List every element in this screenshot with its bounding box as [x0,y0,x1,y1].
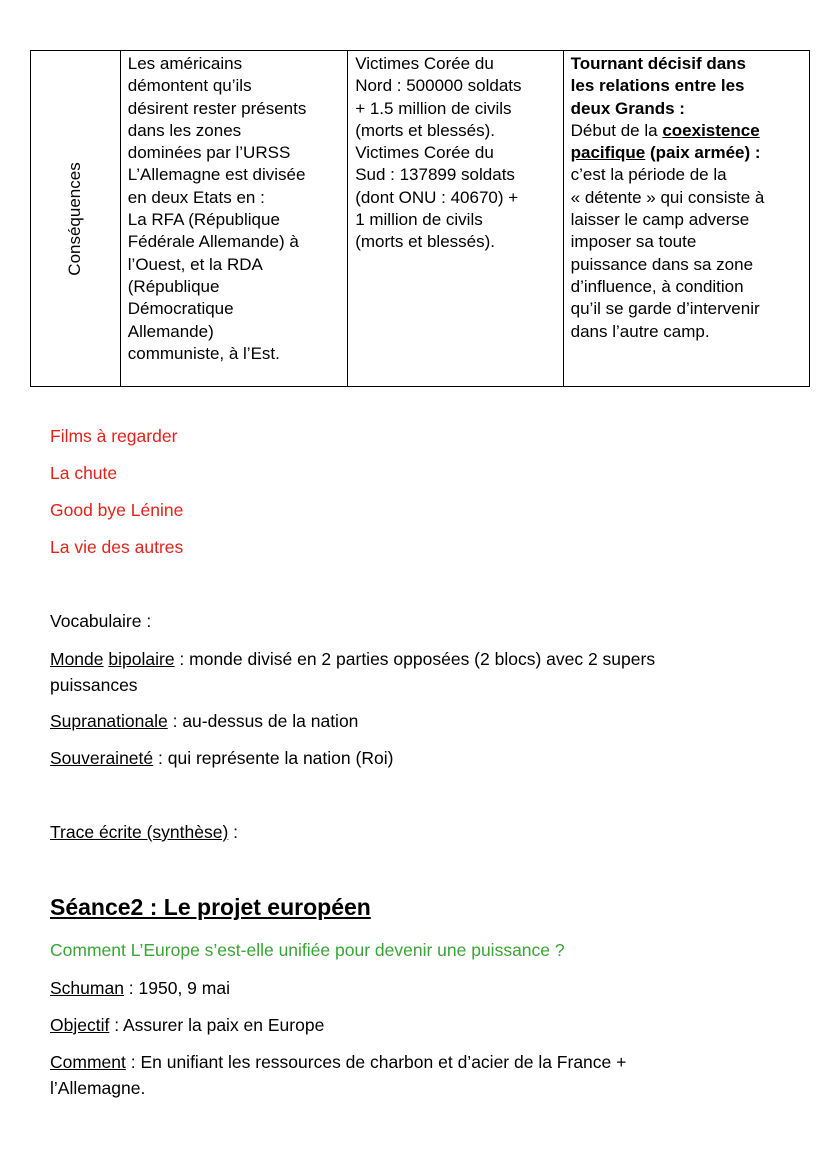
film-item: Good bye Lénine [50,500,184,520]
seance-term: Schuman [50,978,124,998]
cell-text: Début de la [570,120,663,140]
seance-comment-cont: l’Allemagne. [50,1078,146,1098]
cell-line: La RFA (République [127,210,280,230]
cell-line: en deux Etats en : [127,187,265,207]
seance-term: Objectif [50,1015,110,1035]
cell-korea-victims [347,51,562,386]
cell-line: démontent qu’ils [127,76,252,96]
vocab-heading: Vocabulaire : [50,611,152,631]
cell-line: d’influence, à condition [570,276,744,296]
cell-line: « détente » qui consiste à [570,187,765,207]
cell-line: c’est la période de la [570,165,727,185]
seance-objectif [50,1013,324,1038]
cell-line: qu’il se garde d’intervenir [570,299,760,319]
cell-line: + 1.5 million de civils [355,98,512,118]
vocab-definition: : au-dessus de la nation [167,711,359,731]
cell-line: dans les zones [127,120,242,140]
seance-title: Séance2 : Le projet européen [50,894,371,920]
film-item: La vie des autres [50,537,184,557]
cell-line: (République [127,276,220,296]
cell-usa-germany [120,51,347,386]
cell-line: dominées par l’URSS [127,143,291,163]
cell-line: Démocratique [127,299,234,319]
cell-line: (morts et blessés). [355,120,495,140]
cell-line: Les américains [127,54,243,73]
vocab-term: bipolaire [108,649,175,669]
cell-line: Allemande) [127,321,214,341]
seance-question: Comment L’Europe s’est-elle unifiée pour devenir une puissance ? [50,940,565,960]
cell-line: Nord : 500000 soldats [355,76,522,96]
seance-comment [50,1050,626,1075]
cell-line: imposer sa toute [570,232,697,252]
vocab-bipolaire-cont: puissances [50,675,138,695]
cell-line: Victimes Corée du [355,143,494,163]
row-header-cell [31,51,120,386]
cell-line: l’Ouest, et la RDA [127,254,263,274]
cell-line: (morts et blessés). [355,232,495,252]
cell-line: les relations entre les [570,76,745,96]
vocab-term: Supranationale [50,711,168,731]
cell-line: 1 million de civils [355,210,483,230]
cell-line: puissance dans sa zone [570,254,754,274]
vocab-supranationale [50,709,358,734]
seance-definition: : En unifiant les ressources de charbon et d’acier de la France + [125,1052,627,1072]
cell-line [571,120,802,142]
seance-schuman [50,976,230,1001]
cell-line: laisser le camp adverse [570,210,750,230]
row-header-label: Conséquences [65,161,85,276]
trace-suffix: : [228,822,239,842]
term-pacifique: pacifique [570,143,646,163]
trace-label: Trace écrite (synthèse) [50,822,229,842]
cell-line [571,142,802,164]
seance-definition: : 1950, 9 mai [123,978,230,998]
cell-line: Sud : 137899 soldats [355,165,515,185]
vocab-definition: : monde divisé en 2 parties opposées (2 blocs) avec 2 supers [174,649,656,669]
vocab-term: Souveraineté [50,748,154,768]
cell-line: L’Allemagne est divisée [127,165,306,185]
cell-text: (paix armée) : [645,143,761,163]
seance-definition: : Assurer la paix en Europe [109,1015,325,1035]
films-heading: Films à regarder [50,426,178,446]
vocab-bipolaire [50,647,655,672]
vocab-souverainete [50,746,393,771]
film-item: La chute [50,463,118,483]
seance-term: Comment [50,1052,126,1072]
cell-line: deux Grands : [570,98,685,118]
trace-ecrite [50,820,238,845]
cell-line: (dont ONU : 40670) + [355,187,519,207]
cell-turning-point [563,51,809,386]
cell-line: Victimes Corée du [355,54,494,73]
vocab-term: Monde [50,649,104,669]
consequences-table [30,50,810,387]
term-coexistence: coexistence [662,120,760,140]
cell-line: communiste, à l’Est. [127,343,280,363]
cell-line: Tournant décisif dans [570,54,747,73]
cell-line: Fédérale Allemande) à [127,232,299,252]
cell-line: désirent rester présents [127,98,307,118]
cell-line: dans l’autre camp. [570,321,710,341]
vocab-definition: : qui représente la nation (Roi) [153,748,394,768]
